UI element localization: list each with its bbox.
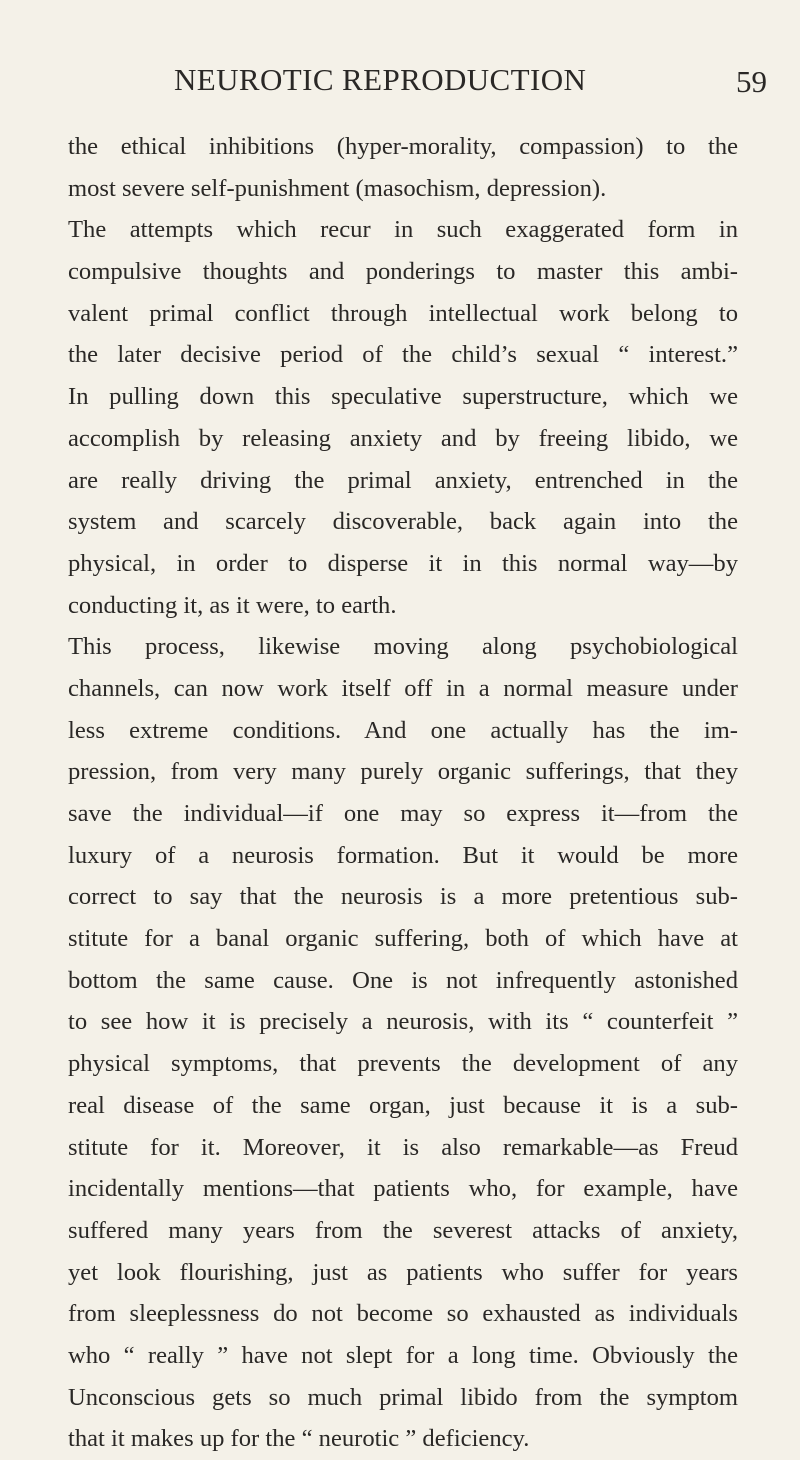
text-line: This process, likewise moving along psychobiological <box>68 633 738 661</box>
text-line: pression, from very many purely organic sufferings, that they <box>68 758 738 786</box>
text-line: In pulling down this speculative superstructure, which we <box>68 383 738 411</box>
chapter-title: NEUROTIC REPRODUCTION <box>174 62 587 97</box>
text-line: luxury of a neurosis formation. But it would be more <box>68 841 738 869</box>
body-text <box>68 126 738 1460</box>
text-line: the later decisive period of the child’s sexual “ interest.” <box>68 341 738 369</box>
text-line: system and scarcely discoverable, back again into the <box>68 508 738 536</box>
text-line: real disease of the same organ, just because it is a sub- <box>68 1091 738 1119</box>
text-line: stitute for it. Moreover, it is also remarkable—as Freud <box>68 1133 738 1161</box>
text-line: Unconscious gets so much primal libido from the symptom <box>68 1383 738 1411</box>
text-line: channels, can now work itself off in a normal measure under <box>68 674 738 702</box>
page-number: 59 <box>736 64 767 99</box>
text-line: compulsive thoughts and ponderings to master this ambi- <box>68 258 738 286</box>
text-line: physical, in order to disperse it in this normal way—by <box>68 549 738 577</box>
text-line: suffered many years from the severest attacks of anxiety, <box>68 1216 738 1244</box>
text-line: stitute for a banal organic suffering, both of which have at <box>68 925 738 953</box>
text-line: less extreme conditions. And one actually has the im- <box>68 716 738 744</box>
text-line: the ethical inhibitions (hyper-morality, compassion) to the <box>68 133 738 160</box>
text-line: bottom the same cause. One is not infrequently astonished <box>68 966 738 994</box>
text-line: save the individual—if one may so express it—from the <box>68 800 738 827</box>
text-line: The attempts which recur in such exaggerated form in <box>68 216 738 244</box>
text-line: to see how it is precisely a neurosis, with its “ counterfeit ” <box>68 1008 738 1036</box>
running-header <box>0 62 800 102</box>
text-line: from sleeplessness do not become so exhausted as individuals <box>68 1300 738 1328</box>
text-line: valent primal conflict through intellectual work belong to <box>68 299 738 327</box>
text-line: incidentally mentions—that patients who, for example, have <box>68 1175 738 1203</box>
text-line: correct to say that the neurosis is a more pretentious sub- <box>68 883 738 911</box>
text-line: physical symptoms, that prevents the development of any <box>68 1050 738 1078</box>
text-line: conducting it, as it were, to earth. <box>68 591 397 619</box>
text-line: yet look flourishing, just as patients who suffer for years <box>68 1258 738 1286</box>
text-line: accomplish by releasing anxiety and by freeing libido, we <box>68 424 738 452</box>
text-line: are really driving the primal anxiety, entrenched in the <box>68 466 738 494</box>
text-line: who “ really ” have not slept for a long time. Obviously the <box>68 1341 738 1369</box>
text-line: that it makes up for the “ neurotic ” deficiency. <box>68 1425 530 1453</box>
text-line: most severe self-punishment (masochism, depression). <box>68 174 607 202</box>
